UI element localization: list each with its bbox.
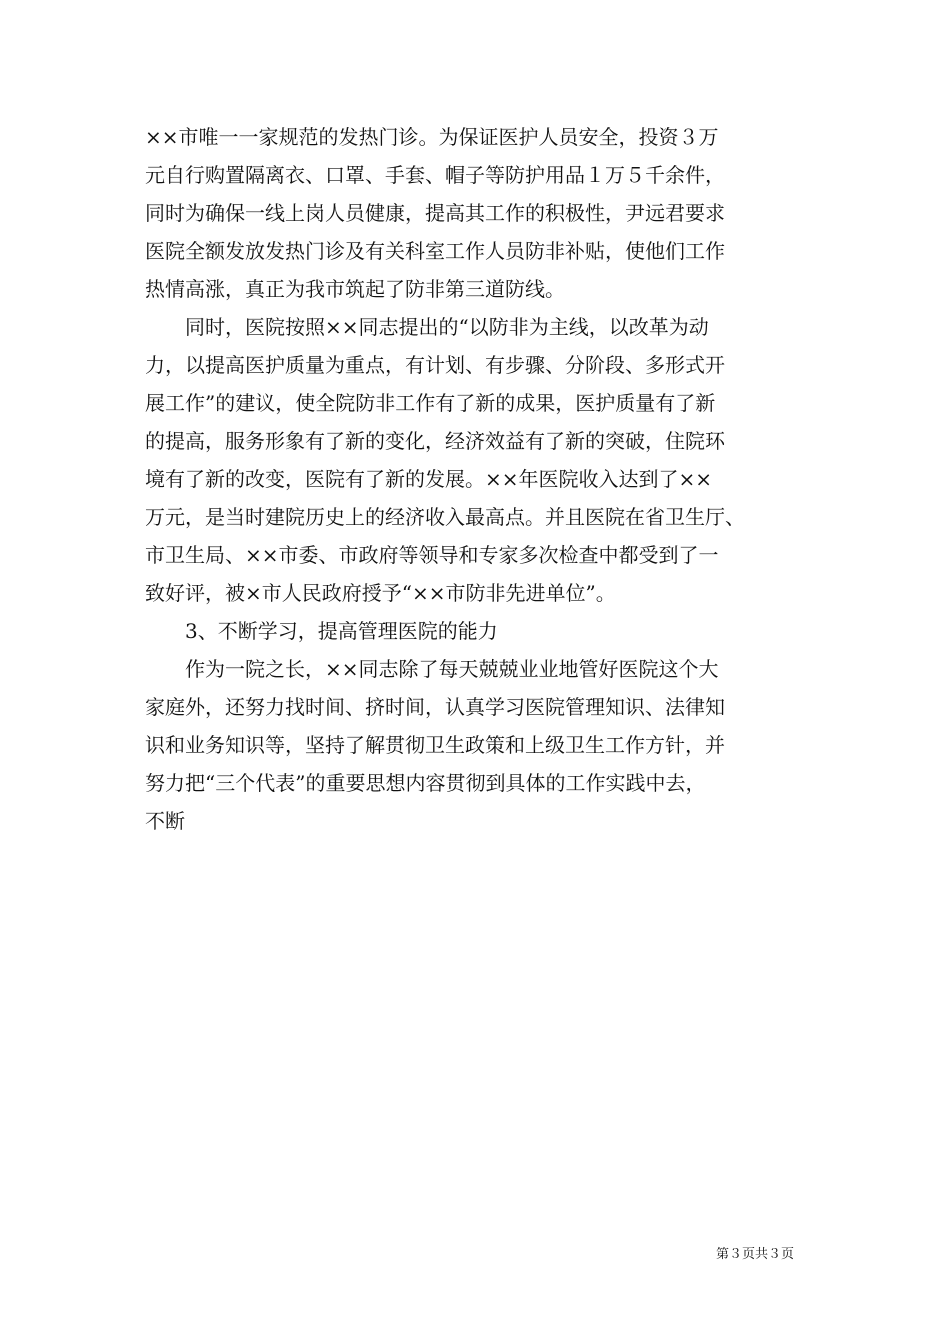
text-line: 作为一院之长，××同志除了每天兢兢业业地管好医院这个大 — [145, 657, 719, 681]
text-line: 热情高涨，真正为我市筑起了防非第三道防线。 — [145, 277, 565, 301]
text-line: 医院全额发放发热门诊及有关科室工作人员防非补贴，使他们工作 — [145, 239, 725, 263]
section-heading: 3、不断学习，提高管理医院的能力 — [145, 619, 498, 643]
text-line: 同时为确保一线上岗人员健康，提高其工作的积极性，尹远君要求 — [145, 201, 725, 225]
text-line: 市卫生局、××市委、市政府等领导和专家多次检查中都受到了一 — [145, 543, 719, 567]
text-line: 力，以提高医护质量为重点，有计划、有步骤、分阶段、多形式开 — [145, 353, 725, 377]
text-line: 展工作”的建议，使全院防非工作有了新的成果，医护质量有了新 — [145, 391, 716, 415]
body-text — [145, 118, 825, 840]
text-line: 同时，医院按照××同志提出的“以防非为主线，以改革为动 — [145, 315, 709, 339]
text-line: 的提高，服务形象有了新的变化，经济效益有了新的突破，住院环 — [145, 429, 725, 453]
text-line: 识和业务知识等，坚持了解贯彻卫生政策和上级卫生工作方针，并 — [145, 733, 725, 757]
text-line: 努力把“三个代表”的重要思想内容贯彻到具体的工作实践中去， — [145, 771, 706, 795]
text-line: 家庭外，还努力找时间、挤时间，认真学习医院管理知识、法律知 — [145, 695, 725, 719]
page-number: 第３页共３页 — [716, 1247, 795, 1262]
text-line: 境有了新的改变，医院有了新的发展。××年医院收入达到了×× — [145, 467, 713, 491]
text-line: 万元，是当时建院历史上的经济收入最高点。并且医院在省卫生厅、 — [145, 505, 745, 529]
text-line: 致好评，被×市人民政府授予“××市防非先进单位”。 — [145, 581, 616, 605]
text-line: ××市唯一一家规范的发热门诊。为保证医护人员安全，投资３万 — [145, 125, 719, 149]
text-line: 元自行购置隔离衣、口罩、手套、帽子等防护用品１万５千余件， — [145, 163, 725, 187]
text-line: 不断 — [145, 809, 185, 833]
